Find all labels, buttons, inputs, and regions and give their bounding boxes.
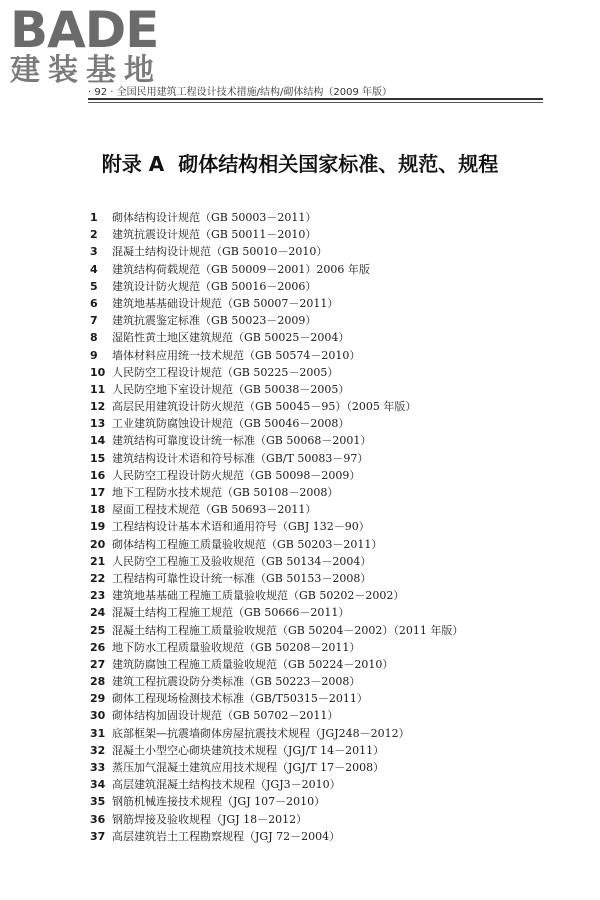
bade-logo [10,1,180,88]
item-number: 35 [90,795,106,809]
item-text: 屋面工程技术规范（GB 50693－2011） [112,503,317,517]
item-text: 人民防空地下室设计规范（GB 50038－2005） [112,382,350,396]
item-text: 人民防空工程设计防火规范（GB 50098－2009） [112,468,361,482]
appendix-label: 附录 A [101,152,165,176]
item-number: 15 [90,451,106,465]
item-text: 砌体结构加固设计规范（GB 50702－2011） [112,709,339,723]
list-item [90,312,570,329]
item-text: 建筑抗震设计规范（GB 50011－2010） [112,228,317,242]
item-number: 17 [90,486,106,499]
list-item [90,828,570,845]
appendix-title: 砌体结构相关国家标准、规范、规程 [178,152,499,176]
item-number: 6 [90,296,98,310]
item-text: 砌体结构设计规范（GB 50003－2011） [112,211,317,224]
item-number: 32 [90,743,106,757]
list-item [90,432,570,449]
list-item [90,209,570,226]
list-item [90,381,570,398]
item-number: 4 [90,262,98,276]
header-rule [88,98,543,100]
item-text: 高层民用建筑设计防火规范（GB 50045－95）（2005 年版） [112,400,417,414]
list-item [90,673,570,690]
item-number: 33 [90,761,106,774]
list-item [90,587,570,604]
item-text: 混凝土小型空心砌块建筑技术规程（JGJ/T 14－2011） [112,743,385,757]
item-number: 20 [90,537,106,551]
list-item [90,295,570,312]
list-item [90,553,570,570]
item-text: 建筑结构可靠度设计统一标准（GB 50068－2001） [112,434,372,448]
item-number: 16 [90,468,106,482]
item-text: 建筑地基基础工程施工质量验收规范（GB 50202－2002） [112,589,405,603]
item-text: 砌体工程现场检测技术标准（GB/T50315－2011） [112,692,368,706]
item-text: 高层建筑混凝土结构技术规程（JGJ3－2010） [112,778,341,792]
item-text: 建筑地基基础设计规范（GB 50007－2011） [112,296,339,310]
item-number: 36 [90,812,106,826]
list-item [90,278,570,295]
item-number: 7 [90,314,98,328]
list-item [90,725,570,742]
item-number: 12 [90,400,106,414]
list-item [90,329,570,346]
item-number: 19 [90,520,106,534]
list-item [90,776,570,793]
list-item [90,398,570,415]
list-item [90,518,570,535]
item-number: 34 [90,778,106,792]
item-number: 23 [90,589,106,603]
list-item [90,604,570,621]
list-item [90,793,570,810]
item-number: 3 [90,245,98,259]
list-item [90,759,570,776]
item-text: 建筑防腐蚀工程施工质量验收规范（GB 50224－2010） [112,657,394,671]
list-item [90,501,570,518]
item-text: 建筑结构设计术语和符号标准（GB/T 50083－97） [112,451,369,465]
item-number: 8 [90,331,98,345]
list-item [90,622,570,639]
item-number: 25 [90,623,106,637]
item-text: 建筑工程抗震设防分类标准（GB 50223－2008） [112,675,361,689]
list-item [90,742,570,759]
item-text: 混凝土结构工程施工规范（GB 50666－2011） [112,606,350,620]
list-item [90,656,570,673]
list-item [90,467,570,484]
item-text: 混凝土结构设计规范（GB 50010－2010） [112,245,328,259]
item-number: 5 [90,279,98,293]
item-text: 工程结构设计基本术语和通用符号（GBJ 132－90） [112,520,370,534]
page-title [0,148,600,177]
item-number: 24 [90,606,106,620]
item-number: 31 [90,726,106,740]
item-text: 砌体结构工程施工质量验收规范（GB 50203－2011） [112,537,383,551]
list-item [90,261,570,278]
item-number: 14 [90,434,106,448]
item-number: 27 [90,657,106,671]
list-item [90,570,570,587]
logo-latin-text: BADE [10,1,159,59]
list-item [90,226,570,243]
item-number: 2 [90,228,98,242]
item-text: 人民防空工程设计规范（GB 50225－2005） [112,365,339,379]
item-number: 10 [90,365,106,379]
item-text: 钢筋机械连接技术规程（JGJ 107－2010） [112,795,326,809]
item-number: 1 [90,211,98,224]
item-number: 29 [90,692,106,706]
item-number: 22 [90,571,106,585]
item-number: 9 [90,348,98,362]
list-item [90,347,570,364]
header-rule-thin [88,102,543,103]
list-item [90,536,570,553]
list-item [90,707,570,724]
item-text: 建筑抗震鉴定标准（GB 50023－2009） [112,314,317,328]
list-item [90,243,570,260]
item-text: 钢筋焊接及验收规程（JGJ 18－2012） [112,812,308,826]
item-text: 工业建筑防腐蚀设计规范（GB 50046－2008） [112,417,350,431]
item-text: 工程结构可靠性设计统一标准（GB 50153－2008） [112,571,372,585]
item-number: 28 [90,675,106,689]
list-item [90,450,570,467]
list-item [90,690,570,707]
item-text: 人民防空工程施工及验收规范（GB 50134－2004） [112,554,372,568]
list-item [90,415,570,432]
item-text: 地下工程防水技术规范（GB 50108－2008） [112,486,339,499]
item-number: 37 [90,829,106,843]
item-text: 建筑结构荷载规范（GB 50009－2001）2006 年版 [112,262,370,276]
list-item [90,484,570,501]
item-number: 11 [90,382,106,396]
item-text: 墙体材料应用统一技术规范（GB 50574－2010） [112,348,361,362]
item-text: 湿陷性黄土地区建筑规范（GB 50025－2004） [112,331,350,345]
logo-cjk-text: 建装基地 [10,53,162,88]
item-number: 21 [90,554,106,568]
item-number: 18 [90,503,106,517]
standards-list [90,209,570,845]
item-number: 13 [90,417,106,431]
item-text: 底部框架—抗震墙砌体房屋抗震技术规程（JGJ248－2012） [112,726,410,740]
list-item [90,811,570,828]
list-item [90,639,570,656]
item-text: 蒸压加气混凝土建筑应用技术规程（JGJ/T 17－2008） [112,761,385,774]
item-number: 30 [90,709,106,723]
item-text: 高层建筑岩土工程勘察规程（JGJ 72－2004） [112,829,341,843]
item-text: 建筑设计防火规范（GB 50016－2006） [112,279,317,293]
running-head: · 92 · 全国民用建筑工程设计技术措施/结构/砌体结构（2009 年版） [88,87,392,98]
item-text: 地下防水工程质量验收规范（GB 50208－2011） [112,640,361,654]
item-text: 混凝土结构工程施工质量验收规范（GB 50204－2002）（2011 年版） [112,623,464,637]
item-number: 26 [90,640,106,654]
list-item [90,364,570,381]
